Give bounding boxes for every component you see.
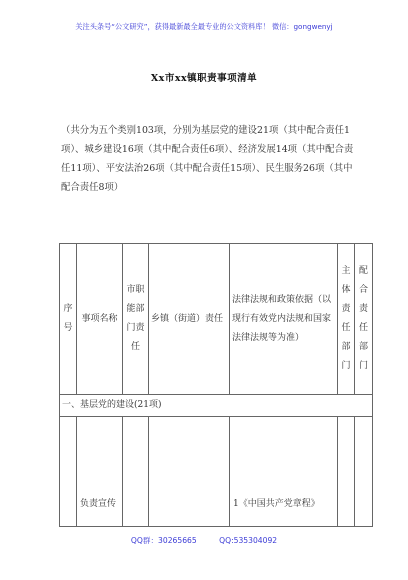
footer-qq-group: QQ群：30265665: [130, 536, 197, 545]
table-row: [60, 417, 373, 527]
header-township: 乡镇（街道）责任: [149, 244, 230, 395]
table-header-row: [60, 244, 373, 395]
top-banner: 关注头条号“公文研究”，获得最新最全最专业的公文资料库！ 微信：gongwenyj: [75, 22, 333, 31]
cell-township: [149, 417, 230, 527]
cell-main-dept: [338, 417, 355, 527]
section-row: [60, 395, 373, 417]
cell-city-dept: [123, 417, 149, 527]
cell-legal-basis: 1《中国共产党章程》: [230, 417, 338, 527]
document-title: Xx市xx镇职责事项清单: [150, 73, 258, 84]
header-city-dept: 市职能部门责任: [123, 244, 149, 395]
footer-qq: QQ:535304092: [219, 536, 278, 545]
duties-table: [59, 243, 373, 527]
header-seq: 序号: [60, 244, 77, 395]
header-coop-dept: 配合责任部门: [355, 244, 373, 395]
header-legal-basis: 法律法规和政策依据（以现行有效党内法规和国家法律法规等为准）: [230, 244, 338, 395]
cell-seq: [60, 417, 77, 527]
section-title: 一、基层党的建设(21项): [60, 395, 373, 417]
cell-coop-dept: [355, 417, 373, 527]
header-main-dept: 主体责任部门: [338, 244, 355, 395]
footer-contacts: [0, 535, 408, 546]
header-item-name: 事项名称: [77, 244, 123, 395]
cell-item-name: 负责宣传: [77, 417, 123, 527]
intro-paragraph: （共分为五个类别103项，分别为基层党的建设21项（其中配合责任1项）、城乡建设16项（其中配合责任6项）、经济发展14项（其中配合责任11项）、平安法治26项（其中配合责任15项）、民生服务26项（其中配合责任8项）: [61, 125, 354, 193]
